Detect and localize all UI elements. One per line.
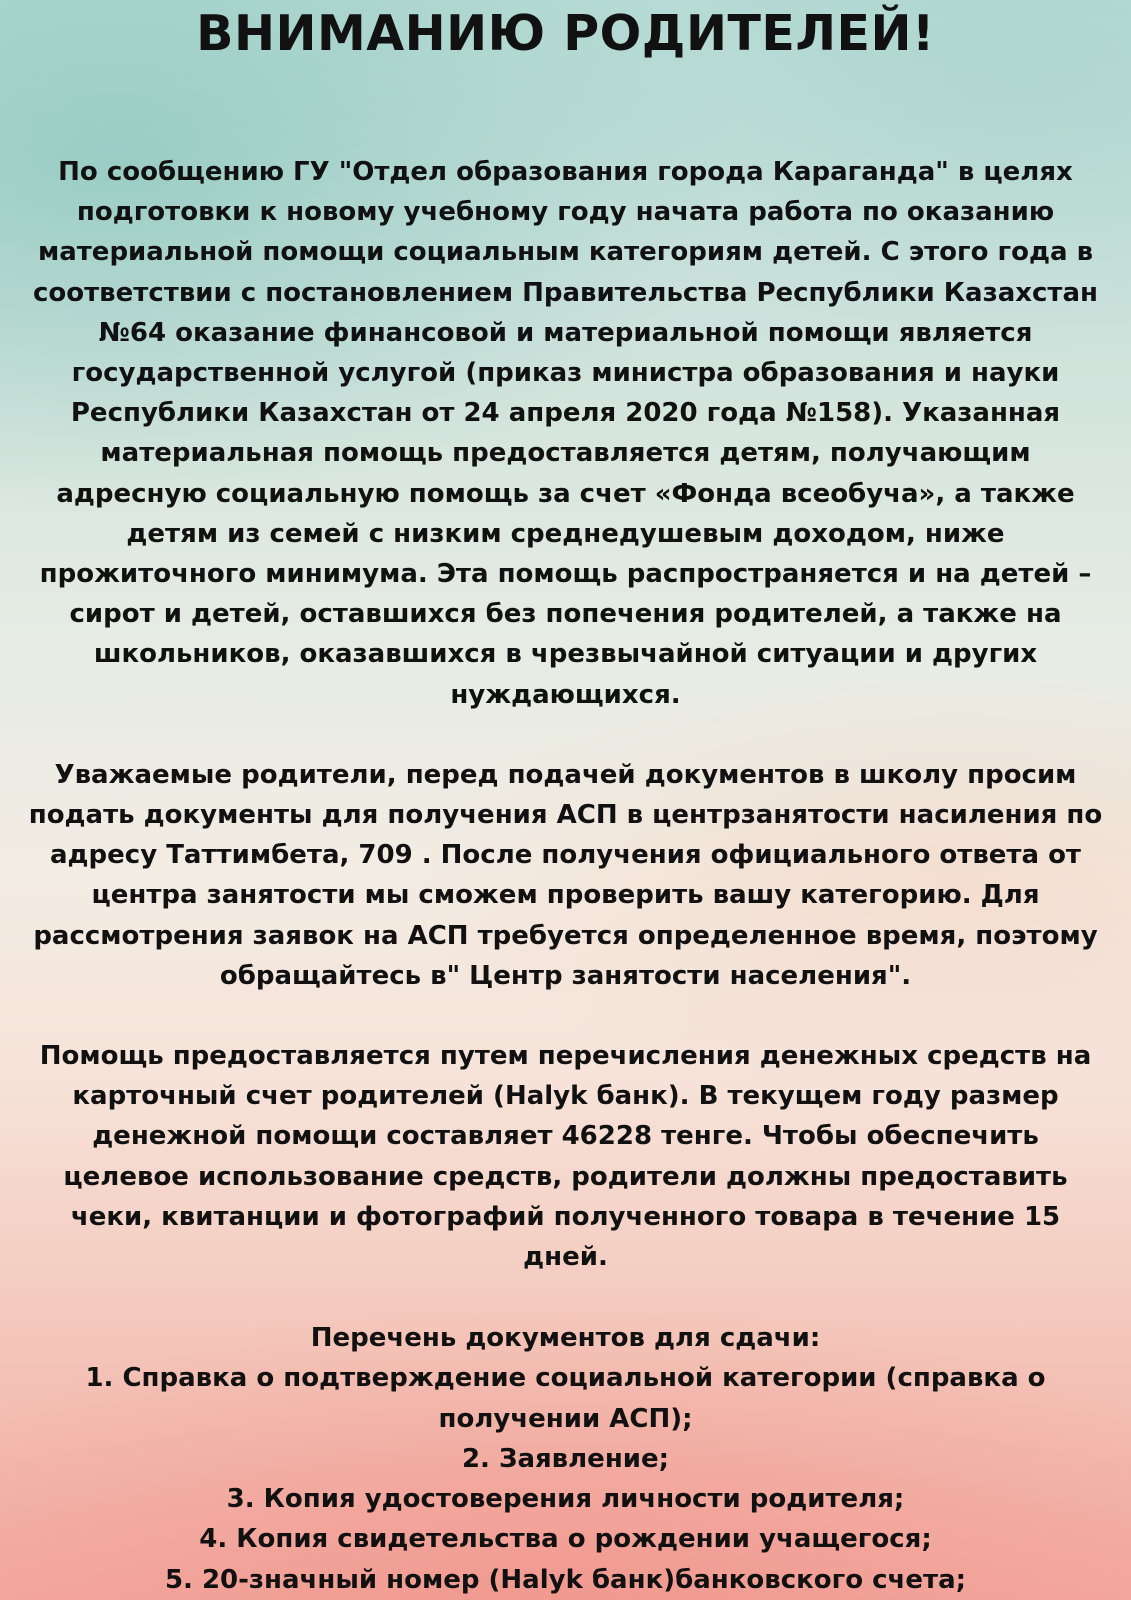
list-item: 2. Заявление; [461,1443,670,1474]
documents-heading: Перечень документов для сдачи: [310,1323,821,1354]
list-item: 1. Справка о подтверждение социальной категории (справка о получении АСП); [85,1363,1046,1434]
list-item: 4. Копия свидетельства о рождении учащегося; [199,1524,932,1555]
paragraph-assistance-info: По сообщению ГУ "Отдел образования города Караганда" в целях подготовки к новому учебному году начата работа по оказанию материальной помощи социальным категориям детей. С этого года в соответствии с постановлением Правительства Республики Казахстан №64 оказание финансовой и материальной помощи является государственной услугой (приказ министра образования и науки Республики Казахстан от 24 апреля 2020 года №158). Указанная материальная помощь предоставляется детям, получающим адресную социальную помощь за счет «Фонда всеобуча», а также детям из семей с низким среднедушевым доходом, ниже прожиточного минимума. Эта помощь распространяется и на детей – сирот и детей, оставшихся без попечения родителей, а также на школьников, оказавшихся в чрезвычайной ситуации и других нуждающихся. [32,157,1099,710]
list-item: 5. 20-значный номер (Halyk банк)банковского счета; [164,1564,967,1595]
paragraph-payment-info: Помощь предоставляется путем перечисления денежных средств на карточный счет родителей (Halyk банк). В текущем году размер денежной помощи составляет 46228 тенге. Чтобы обеспечить целевое использование средств, родители должны предоставить чеки, квитанции и фотографий полученного товара в течение 15 дней. [39,1041,1092,1273]
list-item: 3. Копия удостоверения личности родителя; [226,1484,905,1515]
page-title: ВНИМАНИЮ РОДИТЕЛЕЙ! [196,5,935,62]
documents-list [28,1318,1103,1599]
paragraph-parents-request: Уважаемые родители, перед подачей документов в школу просим подать документы для получения АСП в центрзанятости насиления по адресу Таттимбета, 709 . После получения официального ответа от центра занятости мы сможем проверить вашу категорию. Для рассмотрения заявок на АСП требуется определенное время, поэтому обращайтесь в" Центр занятости населения". [28,759,1103,991]
